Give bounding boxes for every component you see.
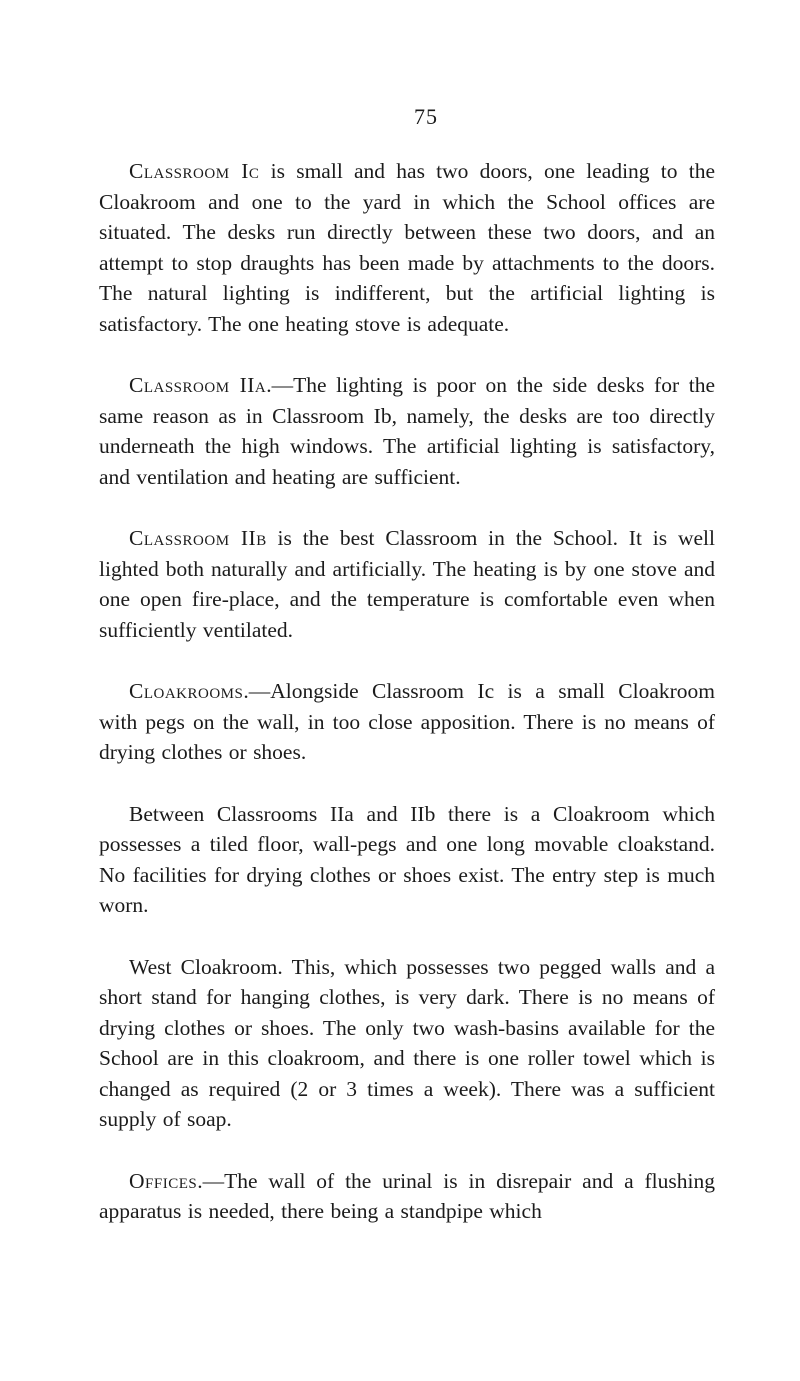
paragraph-classroom-iib	[99, 523, 715, 645]
paragraph-heading: Offices	[129, 1168, 198, 1193]
paragraph-offices	[99, 1166, 715, 1227]
paragraph-heading: Cloakrooms	[129, 679, 244, 703]
paragraph-classroom-iia	[99, 370, 715, 492]
body-text	[99, 156, 715, 1227]
paragraph-cloakrooms	[99, 676, 715, 768]
paragraph-heading: Classroom IIb	[129, 526, 267, 550]
paragraph-heading: Classroom IIa	[129, 373, 267, 397]
paragraph-body: .—The lighting is poor on the side desks for the same reason as in Classroom Ib, namely, the desks are too directly underneath the high windows. The artificial lighting is satisfactory, and ventilation and heating are sufficient.	[99, 373, 715, 489]
paragraph-body: is the best Classroom in the School. It is well lighted both naturally and artificially. The heating is by one stove and one open fire-place, and the temperature is comfortable even when sufficiently ventilated.	[99, 526, 715, 642]
paragraph-body: Between Classrooms IIa and IIb there is a Cloakroom which possesses a tiled floor, wall-pegs and one long movable cloakstand. No facilities for drying clothes or shoes exist. The entry step is much worn.	[99, 801, 715, 917]
page-number: 75	[414, 104, 438, 129]
paragraph-between-classrooms	[99, 799, 715, 921]
paragraph-body: .—Alongside Classroom Ic is a small Cloakroom with pegs on the wall, in too close apposition. There is no means of drying clothes or shoes.	[99, 679, 715, 764]
paragraph-body: is small and has two doors, one leading to the Cloakroom and one to the yard in which the School offices are situated. The desks run directly between these two doors, and an attempt to stop draughts has been made by attachments to the doors. The natural lighting is indifferent, but the artificial lighting is satisfactory. The one heating stove is adequate.	[99, 159, 715, 336]
paragraph-classroom-ic	[99, 156, 715, 339]
paragraph-west-cloakroom	[99, 952, 715, 1135]
paragraph-body: West Cloakroom. This, which possesses two pegged walls and a short stand for hanging clothes, is very dark. There is no means of drying clothes or shoes. The only two wash-basins available for the School are in this cloakroom, and there is one roller towel which is changed as required (2 or 3 times a week). There was a sufficient supply of soap.	[99, 954, 715, 1131]
paragraph-body: .—The wall of the urinal is in disrepair and a flushing apparatus is needed, there being a standpipe which	[99, 1168, 715, 1223]
paragraph-heading: Classroom Ic	[129, 159, 260, 183]
